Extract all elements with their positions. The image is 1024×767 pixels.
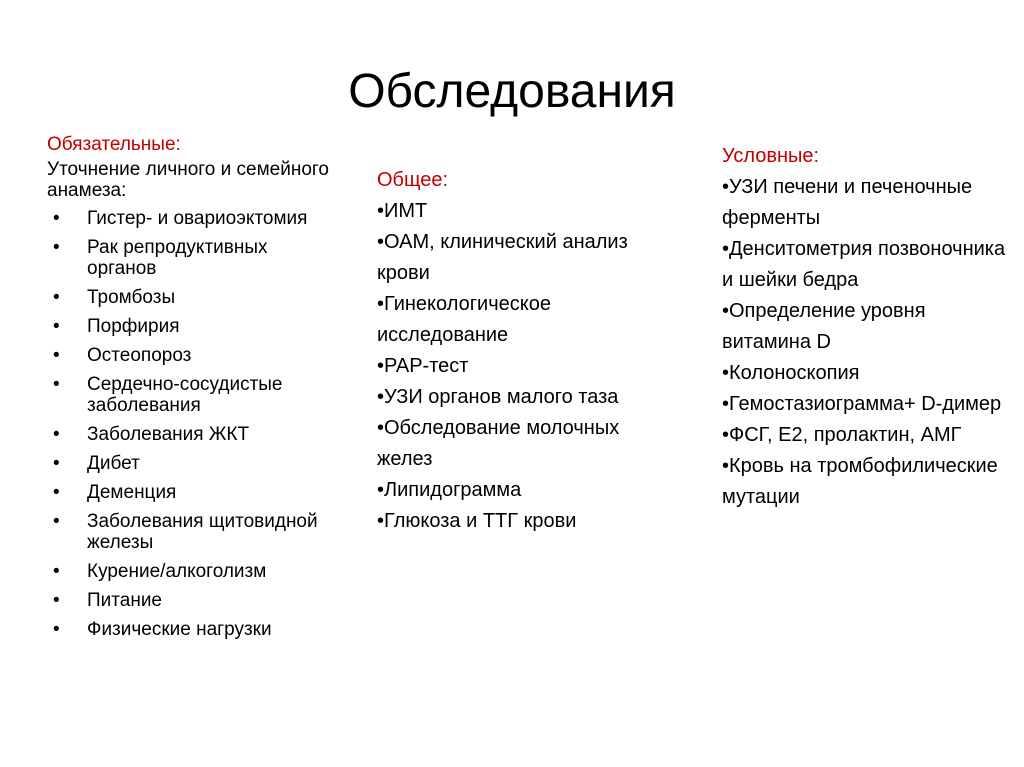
list-item: • Курение/алкоголизм [53, 561, 267, 582]
conditional-list [722, 172, 1012, 513]
list-item: •Глюкоза и ТТГ крови [377, 510, 577, 532]
list-item: •Колоноскопия [722, 362, 860, 384]
bullet: • [53, 482, 60, 503]
list-item: •ОАМ, клинический анализ крови [377, 231, 628, 284]
list-item: •Определение уровня витамина D [722, 300, 926, 353]
mandatory-heading: Обязательные: [47, 134, 181, 155]
slide-title: Обследования [348, 65, 676, 118]
list-item: •УЗИ органов малого таза [377, 386, 619, 408]
bullet: • [53, 561, 60, 582]
list-item: • Рак репродуктивных органов [53, 237, 268, 279]
list-item: • Деменция [53, 482, 177, 503]
list-item: •ИМТ [377, 200, 428, 222]
bullet: • [53, 424, 60, 445]
general-list [377, 196, 677, 537]
bullet: • [53, 374, 60, 395]
general-heading: Общее: [377, 169, 449, 191]
list-item: • Остеопороз [53, 345, 192, 366]
general-column [377, 168, 677, 537]
bullet: • [53, 590, 60, 611]
bullet: • [53, 619, 60, 640]
list-item: •Обследование молочных желез [377, 417, 620, 470]
bullet: • [53, 287, 60, 308]
bullet: • [53, 316, 60, 337]
list-item: •Гинекологическое исследование [377, 293, 551, 346]
list-item: •Липидограмма [377, 479, 522, 501]
bullet: • [53, 208, 60, 229]
mandatory-list [47, 208, 337, 640]
bullet: • [53, 237, 60, 258]
bullet: • [53, 511, 60, 532]
list-item: •Гемостазиограмма+ D-димер [722, 393, 1002, 415]
bullet: • [53, 453, 60, 474]
list-item: • Гистер- и овариоэктомия [53, 208, 308, 229]
bullet: • [53, 345, 60, 366]
list-item: • Заболевания ЖКТ [53, 424, 250, 445]
list-item: • Дибет [53, 453, 140, 474]
list-item: •Денситометрия позвоночника и шейки бедра [722, 238, 1006, 291]
mandatory-column [47, 134, 337, 648]
list-item: • Физические нагрузки [53, 619, 272, 640]
conditional-heading: Условные: [722, 145, 820, 167]
list-item: •УЗИ печени и печеночные ферменты [722, 176, 973, 229]
list-item: • Питание [53, 590, 162, 611]
list-item: •ФСГ, Е2, пролактин, АМГ [722, 424, 962, 446]
list-item: •Кровь на тромбофилические мутации [722, 455, 998, 508]
list-item: • Сердечно-сосудистые заболевания [53, 374, 283, 416]
list-item: • Тромбозы [53, 287, 176, 308]
list-item: •PAP-тест [377, 355, 469, 377]
list-item: • Заболевания щитовидной железы [53, 511, 318, 553]
mandatory-intro: Уточнение личного и семейного анамеза: [47, 159, 329, 201]
list-item: • Порфирия [53, 316, 180, 337]
conditional-column [722, 144, 1012, 513]
